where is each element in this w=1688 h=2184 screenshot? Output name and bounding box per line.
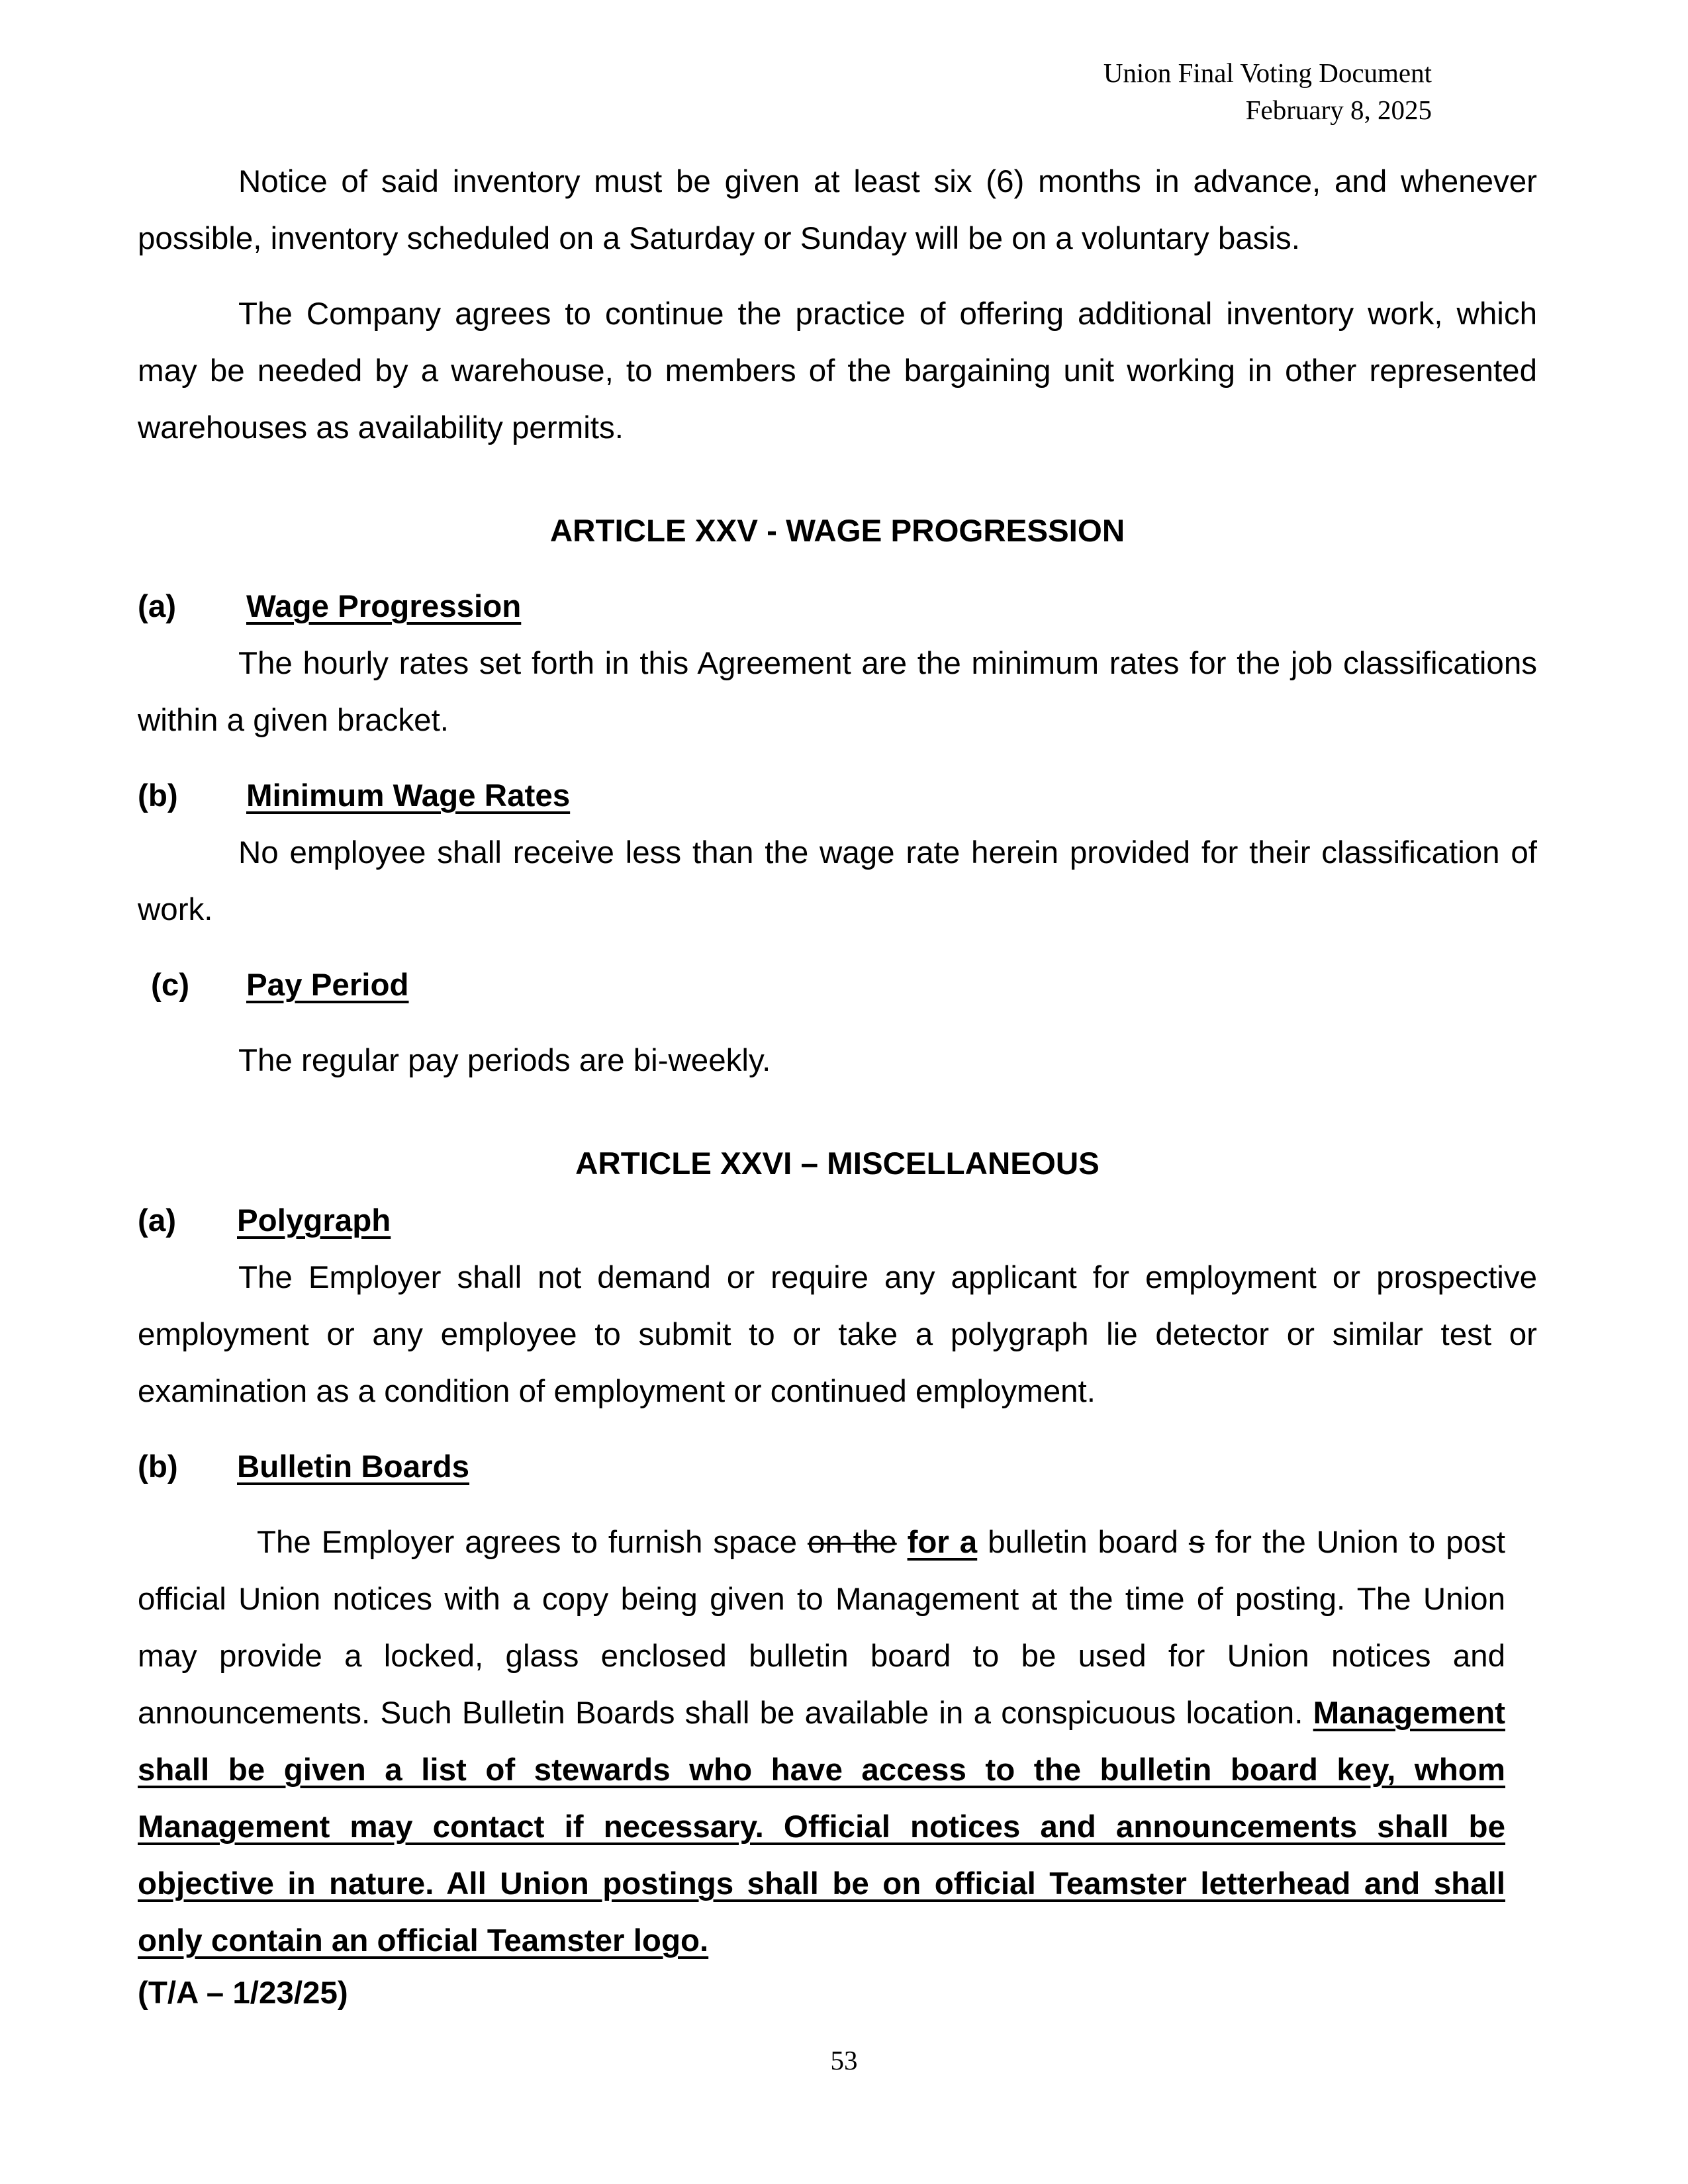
minimum-wage-paragraph: No employee shall receive less than the wage rate herein provided for their classification of work.: [138, 835, 1537, 927]
document-header: [1103, 54, 1432, 128]
bulletin-boards-paragraph: [138, 1514, 1505, 1970]
header-date: February 8, 2025: [1245, 95, 1432, 125]
inserted-text-block: Management shall be given a list of stewards who have access to the bulletin board key, whom Management may contact if necessary. Official notices and announcements shall be objective in nature. All Union postings shall be on official Teamster letterhead and shall only contain an official Teamster logo.: [138, 1696, 1505, 1958]
section-title: Polygraph: [237, 1203, 391, 1238]
header-title: Union Final Voting Document: [1103, 58, 1432, 88]
section-wage-progression-heading: [138, 578, 1537, 635]
page-number: 53: [830, 2045, 858, 2075]
section-bulletin-boards-heading: [138, 1439, 1537, 1496]
section-letter: (a): [138, 589, 177, 624]
pay-period-paragraph: The regular pay periods are bi-weekly.: [238, 1043, 771, 1078]
section-letter: (c): [151, 968, 190, 1003]
section-pay-period-heading: [138, 957, 1537, 1014]
bulletin-text-mid: bulletin board: [977, 1525, 1189, 1560]
inserted-text: for a: [907, 1525, 978, 1560]
wage-progression-paragraph: The hourly rates set forth in this Agreement are the minimum rates for the job classifications within a given bracket.: [138, 646, 1537, 738]
section-title: Pay Period: [246, 968, 409, 1003]
section-title: Minimum Wage Rates: [246, 778, 571, 813]
section-letter: (a): [138, 1203, 177, 1238]
section-title: Wage Progression: [246, 589, 522, 624]
document-body: [138, 154, 1537, 2017]
bulletin-text-start: The Employer agrees to furnish space: [257, 1525, 808, 1560]
section-letter: (b): [138, 1449, 178, 1484]
bulletin-text-rest: for the Union to post official Union notices with a copy being given to Management at the time of posting. The Union may provide a locked, glass enclosed bulletin board to be used for Union notices and announcements. Such Bulletin Boards shall be available in a conspicuous location.: [138, 1525, 1506, 1731]
section-title: Bulletin Boards: [237, 1449, 470, 1484]
section-letter: (b): [138, 778, 178, 813]
polygraph-paragraph: The Employer shall not demand or require any applicant for employment or prospective employment or any employee to submit to or take a polygraph lie detector or similar test or examination as a condition of employment or continued employment.: [138, 1260, 1537, 1409]
article-26-title: ARTICLE XXVI – MISCELLANEOUS: [575, 1146, 1100, 1181]
inventory-additional-work-paragraph: The Company agrees to continue the practice of offering additional inventory work, which may be needed by a warehouse, to members of the bargaining unit working in other represented warehouses as availability permits.: [138, 296, 1537, 445]
article-25-title: ARTICLE XXV - WAGE PROGRESSION: [549, 514, 1125, 549]
section-polygraph-heading: [138, 1193, 1537, 1250]
tentative-agreement-note: (T/A – 1/23/25): [138, 1976, 348, 2011]
section-minimum-wage-heading: [138, 768, 1537, 825]
struck-text: on the: [807, 1525, 897, 1560]
inventory-notice-paragraph: Notice of said inventory must be given at least six (6) months in advance, and whenever possible, inventory scheduled on a Saturday or Sunday will be on a voluntary basis.: [138, 164, 1537, 256]
struck-text: s: [1188, 1525, 1205, 1560]
